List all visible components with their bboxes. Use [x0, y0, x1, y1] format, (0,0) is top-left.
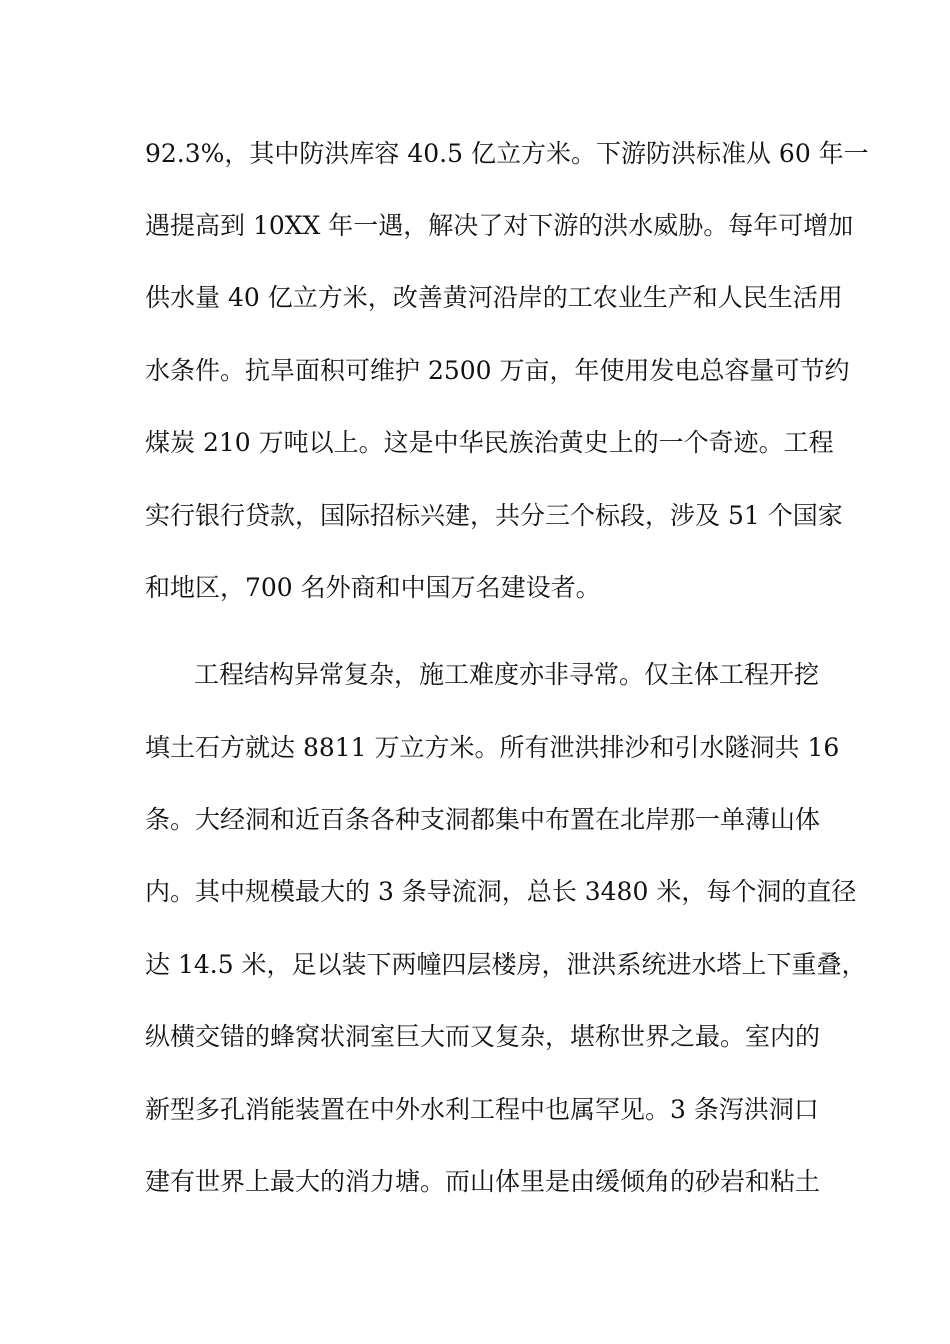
- text-line-9: 填土石方就达 8811 万立方米。所有泄洪排沙和引水隧洞共 16: [145, 733, 840, 762]
- text-line-15: 建有世界上最大的消力塘。而山体里是由缓倾角的砂岩和粘土: [145, 1167, 821, 1196]
- text-line-14: 新型多孔消能装置在中外水利工程中也属罕见。3 条泻洪洞口: [145, 1095, 819, 1124]
- text-line-8: 工程结构异常复杂，施工难度亦非寻常。仅主体工程开挖: [194, 660, 820, 689]
- text-line-3: 供水量 40 亿立方米，改善黄河沿岸的工农业生产和人民生活用: [145, 283, 843, 312]
- text-line-4: 水条件。抗旱面积可维护 2500 万亩，年使用发电总容量可节约: [145, 356, 850, 385]
- text-line-6: 实行银行贷款，国际招标兴建，共分三个标段，涉及 51 个国家: [145, 501, 843, 530]
- text-line-2: 遇提高到 10XX 年一遇，解决了对下游的洪水威胁。每年可增加: [145, 211, 854, 240]
- text-line-1: 92.3%，其中防洪库容 40.5 亿立方米。下游防洪标准从 60 年一: [145, 139, 869, 168]
- text-line-12: 达 14.5 米，足以装下两幢四层楼房，泄洪系统进水塔上下重叠，: [145, 950, 867, 979]
- text-line-11: 内。其中规模最大的 3 条导流洞，总长 3480 米，每个洞的直径: [145, 877, 857, 906]
- text-line-5: 煤炭 210 万吨以上。这是中华民族治黄史上的一个奇迹。工程: [145, 428, 834, 457]
- text-line-10: 条。大经洞和近百条各种支洞都集中布置在北岸那一单薄山体: [145, 805, 821, 834]
- text-line-7: 和地区，700 名外商和中国万名建设者。: [145, 573, 601, 602]
- text-line-13: 纵横交错的蜂窝状洞室巨大而又复杂，堪称世界之最。室内的: [145, 1022, 821, 1051]
